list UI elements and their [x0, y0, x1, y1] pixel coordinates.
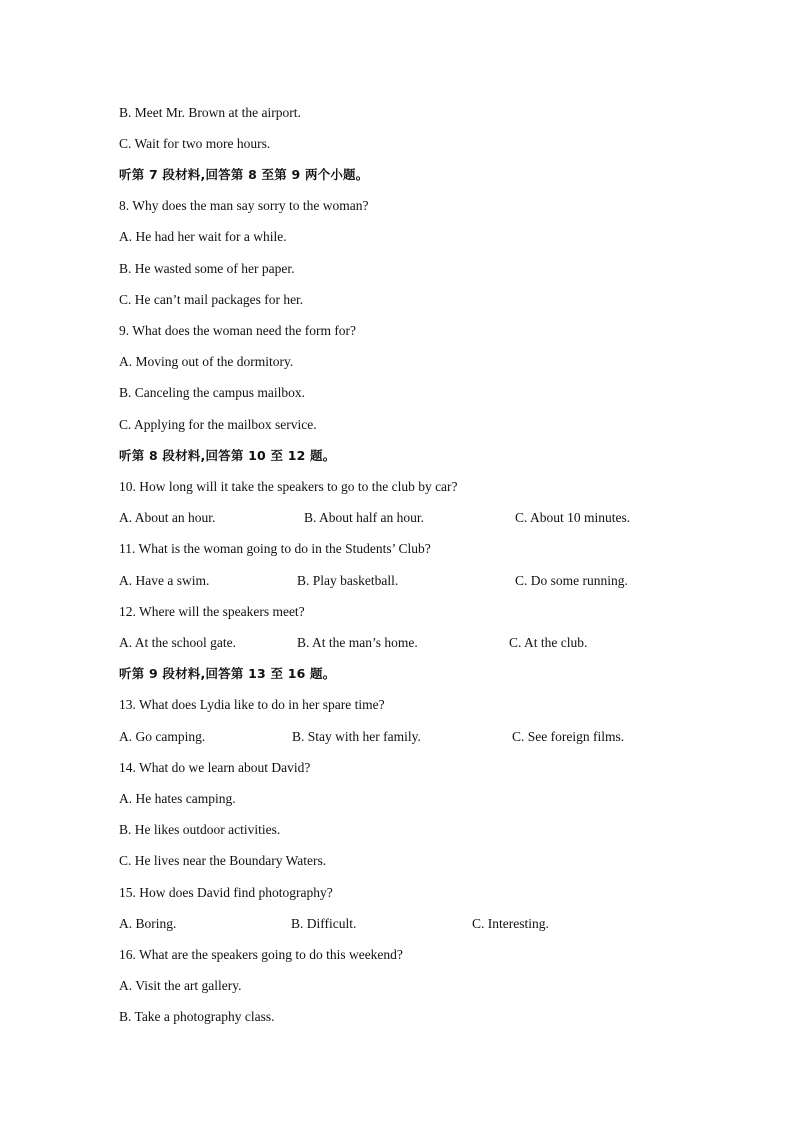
section-header-9: 听第 9 段材料,回答第 13 至 16 题。 [119, 666, 336, 681]
option-9a: A. Moving out of the dormitory. [119, 354, 294, 369]
option-8b: B. He wasted some of her paper. [119, 261, 295, 276]
option-8a: A. He had her wait for a while. [119, 229, 287, 244]
question-10: 10. How long will it take the speakers to go to the club by car? [119, 479, 458, 494]
question-15: 15. How does David find photography? [119, 885, 333, 900]
option-12c: C. At the club. [509, 635, 588, 650]
option-13a: A. Go camping. [119, 729, 206, 744]
option-15b: B. Difficult. [291, 916, 357, 931]
section-header-7: 听第 7 段材料,回答第 8 至第 9 两个小题。 [119, 167, 369, 182]
question-13: 13. What does Lydia like to do in her spare time? [119, 697, 385, 712]
option-12b: B. At the man’s home. [297, 635, 418, 650]
option-11c: C. Do some running. [515, 573, 628, 588]
option-9b: B. Canceling the campus mailbox. [119, 385, 305, 400]
option-7b: B. Meet Mr. Brown at the airport. [119, 105, 301, 120]
option-16a: A. Visit the art gallery. [119, 978, 242, 993]
option-11b: B. Play basketball. [297, 573, 399, 588]
option-11a: A. Have a swim. [119, 573, 210, 588]
question-12: 12. Where will the speakers meet? [119, 604, 305, 619]
option-8c: C. He can’t mail packages for her. [119, 292, 304, 307]
option-10c: C. About 10 minutes. [515, 510, 631, 525]
option-14a: A. He hates camping. [119, 791, 236, 806]
option-10a: A. About an hour. [119, 510, 216, 525]
option-15c: C. Interesting. [472, 916, 549, 931]
section-header-8: 听第 8 段材料,回答第 10 至 12 题。 [119, 448, 336, 463]
question-9: 9. What does the woman need the form for? [119, 323, 357, 338]
question-8: 8. Why does the man say sorry to the woman? [119, 198, 369, 213]
option-13b: B. Stay with her family. [292, 729, 421, 744]
option-15a: A. Boring. [119, 916, 177, 931]
option-7c: C. Wait for two more hours. [119, 136, 271, 151]
option-10b: B. About half an hour. [304, 510, 424, 525]
question-16: 16. What are the speakers going to do this weekend? [119, 947, 403, 962]
option-13c: C. See foreign films. [512, 729, 625, 744]
option-14b: B. He likes outdoor activities. [119, 822, 281, 837]
option-16b: B. Take a photography class. [119, 1009, 275, 1024]
question-14: 14. What do we learn about David? [119, 760, 311, 775]
option-14c: C. He lives near the Boundary Waters. [119, 853, 327, 868]
question-11: 11. What is the woman going to do in the Students’ Club? [119, 541, 431, 556]
option-12a: A. At the school gate. [119, 635, 236, 650]
option-9c: C. Applying for the mailbox service. [119, 417, 317, 432]
